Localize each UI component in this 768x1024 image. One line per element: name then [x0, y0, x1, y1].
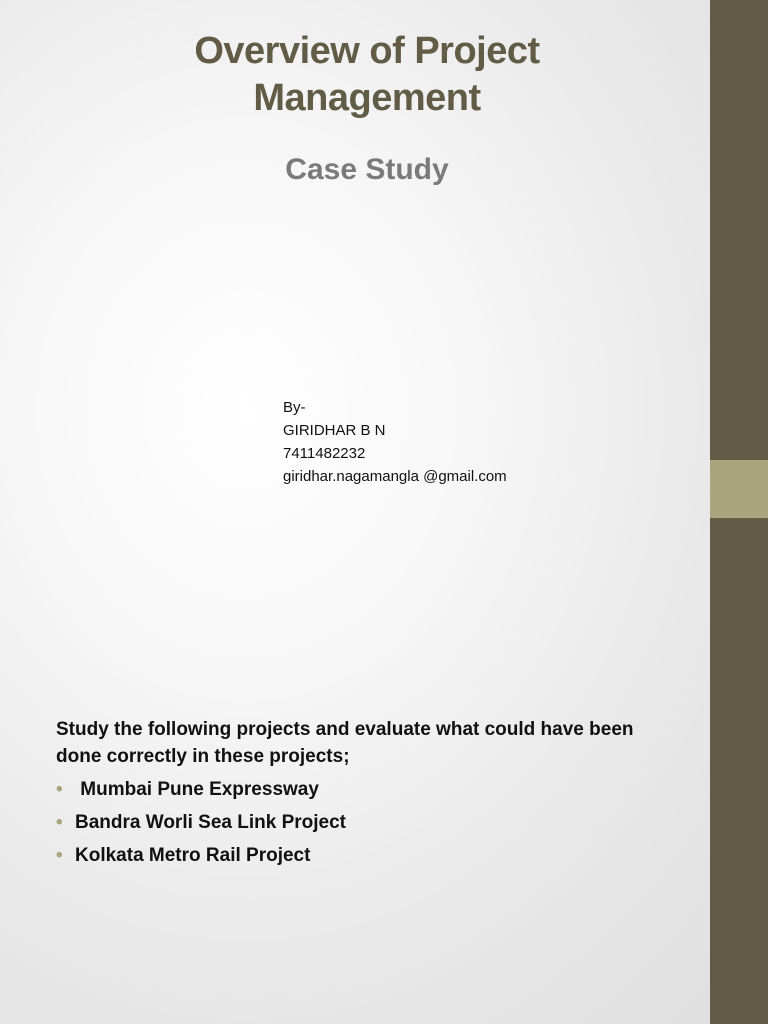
slide-subtitle: Case Study [285, 153, 449, 186]
author-block [283, 396, 507, 488]
author-name: GIRIDHAR B N [283, 422, 386, 439]
list-item-label: Bandra Worli Sea Link Project [75, 812, 347, 833]
list-item-label: Mumbai Pune Expressway [75, 779, 319, 800]
body-content [56, 716, 676, 875]
list-item [56, 776, 676, 803]
list-item [56, 842, 676, 869]
project-list [56, 776, 676, 869]
side-accent-block [710, 460, 768, 518]
bullet-icon: • [56, 845, 63, 866]
bullet-icon: • [56, 779, 63, 800]
author-by-label: By- [283, 399, 306, 416]
list-item-label: Kolkata Metro Rail Project [75, 845, 311, 866]
slide-title: Overview of Project Management [194, 30, 540, 119]
list-item [56, 809, 676, 836]
author-phone: 7411482232 [283, 445, 366, 462]
intro-text: Study the following projects and evaluate what could have been done correctly in these projects; [56, 719, 634, 767]
bullet-icon: • [56, 812, 63, 833]
author-email: giridhar.nagamangla @gmail.com [283, 468, 507, 485]
